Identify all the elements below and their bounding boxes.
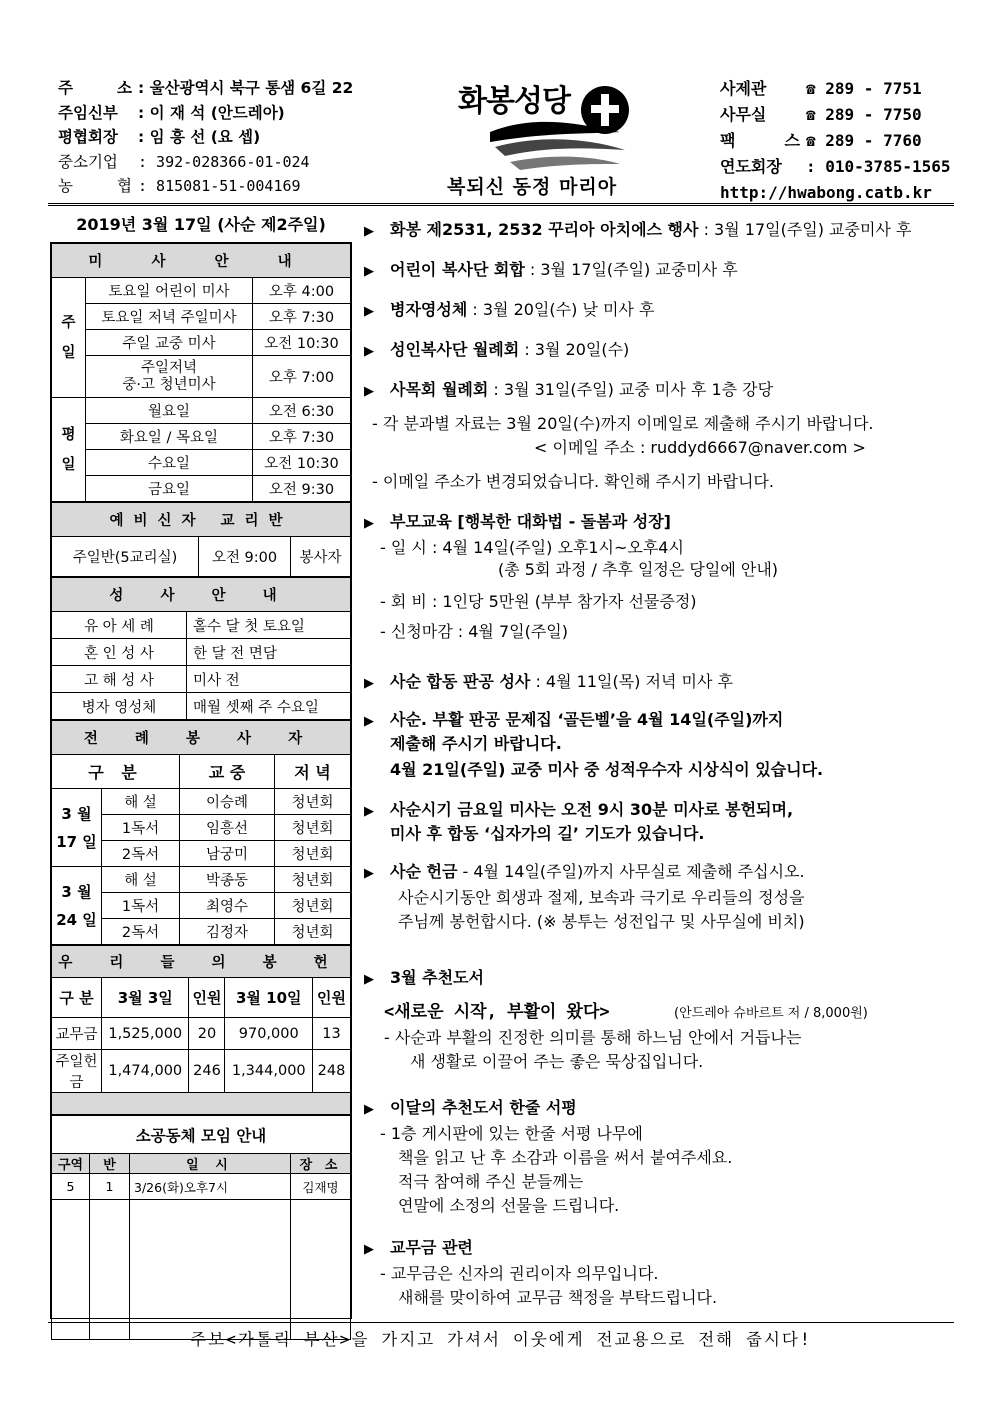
offering-spacer [52, 1093, 351, 1115]
info-pastor: 주임신부 : 이 재 석 (안드레아) [58, 103, 285, 122]
mass-name: 토요일 어린이 미사 [86, 278, 253, 304]
website-link[interactable]: http://hwabong.catb.kr [720, 183, 932, 202]
offering-table [51, 945, 351, 1115]
offering-header: 3월 3일 [102, 978, 189, 1018]
weekday-label: 평일 [52, 398, 86, 502]
footer-divider [48, 1322, 954, 1323]
catechism-volunteer: 봉사자 [291, 537, 351, 577]
notice-text: 새 생활로 이끌어 주는 좋은 묵상집입니다. [410, 1052, 704, 1071]
notice-text: 4월 21일(주일) 교중 미사 중 성적우수자 시상식이 있습니다. [390, 760, 824, 779]
notice-altar-servers: ▶ 어린이 복사단 회합 : 3월 17일(주일) 교중미사 후 [364, 258, 738, 284]
bulletin-date: 2019년 3월 17일 (사순 제2주일) [76, 215, 326, 234]
offering-amount: 1,344,000 [225, 1050, 313, 1093]
server-role: 1독서 [102, 893, 180, 919]
server-role: 1독서 [102, 815, 180, 841]
catechism-title: 예비신자 교리반 [52, 503, 351, 537]
sacrament-schedule: 매월 셋째 주 수요일 [187, 693, 351, 720]
left-column [50, 242, 352, 1319]
patron-name: 복되신 동정 마리아 [447, 176, 618, 198]
notice-adult-servers: ▶ 성인복사단 월례회 : 3월 20일(수) [364, 338, 629, 364]
mass-time: 오후 7:30 [253, 304, 351, 330]
notice-text: (총 5회 과정 / 추후 일정은 당일에 안내) [498, 560, 779, 579]
server-name: 남궁미 [180, 841, 275, 867]
notice-lent-offering: ▶ 사순 헌금 - 4월 14일(주일)까지 사무실로 제출해 주십시오. [364, 860, 805, 886]
header-divider [48, 203, 954, 206]
offering-count: 20 [189, 1018, 225, 1050]
notice-golden-bell: ▶ 사순. 부활 판공 문제집 ‘골든벨’을 4월 14일(주일)까지 [364, 708, 783, 734]
notice-book-review: ▶ 이달의 추천도서 한줄 서평 [364, 1096, 577, 1122]
community-header: 반 [90, 1154, 130, 1174]
sacrament-name: 유 아 세 례 [52, 612, 187, 639]
arrow-icon: ▶ [364, 804, 374, 819]
community-empty [291, 1200, 351, 1340]
notice-text: 책을 읽고 난 후 소감과 이름을 써서 붙여주세요. [398, 1148, 733, 1167]
logo-title: 화봉성당 [458, 84, 570, 119]
offering-type: 교무금 [52, 1018, 102, 1050]
notice-text: 적극 참여해 주신 분들께는 [398, 1172, 584, 1191]
server-name: 임흥선 [180, 815, 275, 841]
sacrament-schedule: 한 달 전 면담 [187, 639, 351, 666]
arrow-icon: ▶ [364, 972, 374, 987]
catechism-time: 오전 9:00 [198, 537, 290, 577]
notice-text: - 사순과 부활의 진정한 의미를 통해 하느님 안에서 거듭나는 [384, 1028, 802, 1047]
notice-text: - 교무금은 신자의 권리이자 의무입니다. [380, 1264, 659, 1283]
sacrament-name: 병자 영성체 [52, 693, 187, 720]
info-council-president: 평협회장 : 임 흥 선 (요 셉) [58, 128, 261, 146]
servers-header: 교 중 [180, 755, 275, 789]
arrow-icon: ▶ [364, 224, 374, 239]
sacrament-name: 혼 인 성 사 [52, 639, 187, 666]
mass-time: 오전 9:30 [253, 476, 351, 502]
community-datetime: 3/26(화)오후7시 [130, 1174, 291, 1200]
offering-type: 주일헌금 [52, 1050, 102, 1093]
server-name: 이승례 [180, 789, 275, 815]
notice-text: - 1층 게시판에 있는 한줄 서평 나무에 [380, 1124, 643, 1143]
arrow-icon: ▶ [364, 344, 374, 359]
contact-office: 사무실 ☎ 289 - 7750 [720, 105, 922, 124]
servers-title: 전 례 봉 사 자 [52, 721, 351, 755]
server-role: 해 설 [102, 867, 180, 893]
info-bank-account-2: 농 협 : 815081-51-004169 [58, 177, 301, 195]
server-name: 김정자 [180, 919, 275, 945]
mass-name: 토요일 저녁 주일미사 [86, 304, 253, 330]
community-place: 김재명 [291, 1174, 351, 1200]
arrow-icon: ▶ [364, 1242, 374, 1257]
offering-count: 248 [313, 1050, 351, 1093]
offering-count: 13 [313, 1018, 351, 1050]
catechism-class: 주일반(5교리실) [52, 537, 199, 577]
notice-text: 사순시기동안 희생과 절제, 보속과 극기로 우리들의 정성을 [398, 888, 805, 907]
arrow-icon: ▶ [364, 384, 374, 399]
server-name: 최영수 [180, 893, 275, 919]
notice-text: - 회 비 : 1인당 5만원 (부부 참가자 선물증정) [380, 592, 697, 611]
mass-name: 화요일 / 목요일 [86, 424, 253, 450]
notice-text: 새해를 맞이하여 교무금 책정을 부탁드립니다. [398, 1288, 718, 1307]
community-header: 일 시 [130, 1154, 291, 1174]
sacrament-title: 성 사 안 내 [52, 578, 351, 612]
email-address: < 이메일 주소 : ruddyd6667@naver.com > [534, 438, 866, 457]
server-evening: 청년회 [275, 841, 351, 867]
notice-parent-education: ▶ 부모교육 [행복한 대화법 - 돌봄과 성장] [364, 510, 671, 536]
community-empty [52, 1200, 90, 1340]
sacrament-schedule: 미사 전 [187, 666, 351, 693]
notice-curia: ▶ 화봉 제2531, 2532 꾸리아 아치에스 행사 : 3월 17일(주일) 교중미사 후 [364, 218, 911, 244]
community-header: 구역 [52, 1154, 90, 1174]
server-evening: 청년회 [275, 789, 351, 815]
mass-schedule-title: 미 사 안 내 [52, 244, 351, 278]
notice-text: - 일 시 : 4월 14일(주일) 오후1시~오후4시 [380, 538, 684, 557]
offering-amount: 1,525,000 [102, 1018, 189, 1050]
servers-header: 저 녁 [275, 755, 351, 789]
servers-header: 구 분 [52, 755, 180, 789]
server-role: 2독서 [102, 919, 180, 945]
notice-text: 미사 후 합동 ‘십자가의 길’ 기도가 있습니다. [390, 824, 705, 843]
server-evening: 청년회 [275, 919, 351, 945]
community-empty [130, 1200, 291, 1340]
notice-sick-communion: ▶ 병자영성체 : 3월 20일(수) 낮 미사 후 [364, 298, 654, 324]
notice-text: 제출해 주시기 바랍니다. [390, 734, 562, 753]
server-evening: 청년회 [275, 815, 351, 841]
server-role: 해 설 [102, 789, 180, 815]
mass-name: 수요일 [86, 450, 253, 476]
notice-book-recommendation: ▶ 3월 추천도서 [364, 966, 484, 992]
arrow-icon: ▶ [364, 676, 374, 691]
notice-pastoral-council: ▶ 사목회 월례회 : 3월 31일(주일) 교중 미사 후 1층 강당 [364, 378, 773, 404]
mass-time: 오전 6:30 [253, 398, 351, 424]
community-ban: 1 [90, 1174, 130, 1200]
community-header: 장 소 [291, 1154, 351, 1174]
offering-header: 3월 10일 [225, 978, 313, 1018]
arrow-icon: ▶ [364, 1102, 374, 1117]
offering-header: 인원 [313, 978, 351, 1018]
arrow-icon: ▶ [364, 304, 374, 319]
community-title: 소공동체 모임 안내 [52, 1116, 351, 1154]
arrow-icon: ▶ [364, 714, 374, 729]
mass-time: 오전 10:30 [253, 450, 351, 476]
contact-fax: 팩 스 ☎ 289 - 7760 [720, 131, 922, 150]
server-role: 2독서 [102, 841, 180, 867]
sacrament-schedule: 홀수 달 첫 토요일 [187, 612, 351, 639]
community-table [51, 1115, 351, 1340]
contact-info [720, 76, 960, 206]
server-evening: 청년회 [275, 867, 351, 893]
info-bank-account-1: 중소기업 : 392-028366-01-024 [58, 152, 310, 171]
notice-confession: ▶ 사순 합동 판공 성사 : 4월 11일(목) 저녁 미사 후 [364, 670, 733, 696]
server-name: 박종동 [180, 867, 275, 893]
liturgy-servers-table [51, 720, 351, 945]
mass-time: 오후 7:00 [253, 356, 351, 398]
notice-text: 주님께 봉헌합시다. (※ 봉투는 성전입구 및 사무실에 비치) [398, 912, 805, 931]
mass-name: 월요일 [86, 398, 253, 424]
sacrament-table [51, 577, 351, 720]
mass-time: 오후 7:30 [253, 424, 351, 450]
catechism-table [51, 502, 351, 577]
contact-funeral: 연도회장 : 010-3785-1565 [720, 157, 951, 176]
sacrament-name: 고 해 성 사 [52, 666, 187, 693]
notice-text: 연말에 소정의 선물을 드립니다. [398, 1196, 620, 1215]
sunday-label: 주일 [52, 278, 86, 398]
mass-name: 주일 교중 미사 [86, 330, 253, 356]
server-evening: 청년회 [275, 893, 351, 919]
servers-date: 3 월 24 일 [52, 867, 102, 945]
parish-info [58, 76, 358, 199]
offering-title: 우 리 들 의 봉 헌 [52, 946, 351, 978]
info-address: 주 소 : 울산광역시 북구 통샘 6길 22 [58, 79, 354, 97]
contact-rectory: 사제관 ☎ 289 - 7751 [720, 79, 922, 98]
notice-text: - 이메일 주소가 변경되었습니다. 확인해 주시기 바랍니다. [372, 472, 774, 491]
offering-amount: 1,474,000 [102, 1050, 189, 1093]
mass-name: 주일저녁 중·고 청년미사 [86, 356, 253, 398]
notice-text: - 각 분과별 자료는 3월 20일(수)까지 이메일로 제출해 주시기 바랍니다. [372, 414, 874, 433]
notice-text: - 신청마감 : 4월 7일(주일) [380, 622, 568, 641]
footer-message: 주보<가톨릭 부산>을 가지고 가셔서 이웃에게 전교용으로 전해 줍시다! [190, 1330, 812, 1349]
offering-amount: 970,000 [225, 1018, 313, 1050]
book-title: <새로운 시작, 부활이 왔다> [384, 1002, 610, 1022]
community-area: 5 [52, 1174, 90, 1200]
mass-name: 금요일 [86, 476, 253, 502]
book-author: (안드레아 슈바르트 저 / 8,000원) [674, 1006, 868, 1021]
arrow-icon: ▶ [364, 866, 374, 881]
arrow-icon: ▶ [364, 516, 374, 531]
offering-header: 인원 [189, 978, 225, 1018]
community-empty [90, 1200, 130, 1340]
arrow-icon: ▶ [364, 264, 374, 279]
mass-time: 오후 4:00 [253, 278, 351, 304]
mass-schedule-table [51, 243, 351, 502]
offering-header: 구 분 [52, 978, 102, 1018]
notice-parish-dues: ▶ 교무금 관련 [364, 1236, 473, 1262]
offering-count: 246 [189, 1050, 225, 1093]
notice-friday-mass: ▶ 사순시기 금요일 미사는 오전 9시 30분 미사로 봉헌되며, [364, 798, 793, 824]
mass-time: 오전 10:30 [253, 330, 351, 356]
servers-date: 3 월 17 일 [52, 789, 102, 867]
